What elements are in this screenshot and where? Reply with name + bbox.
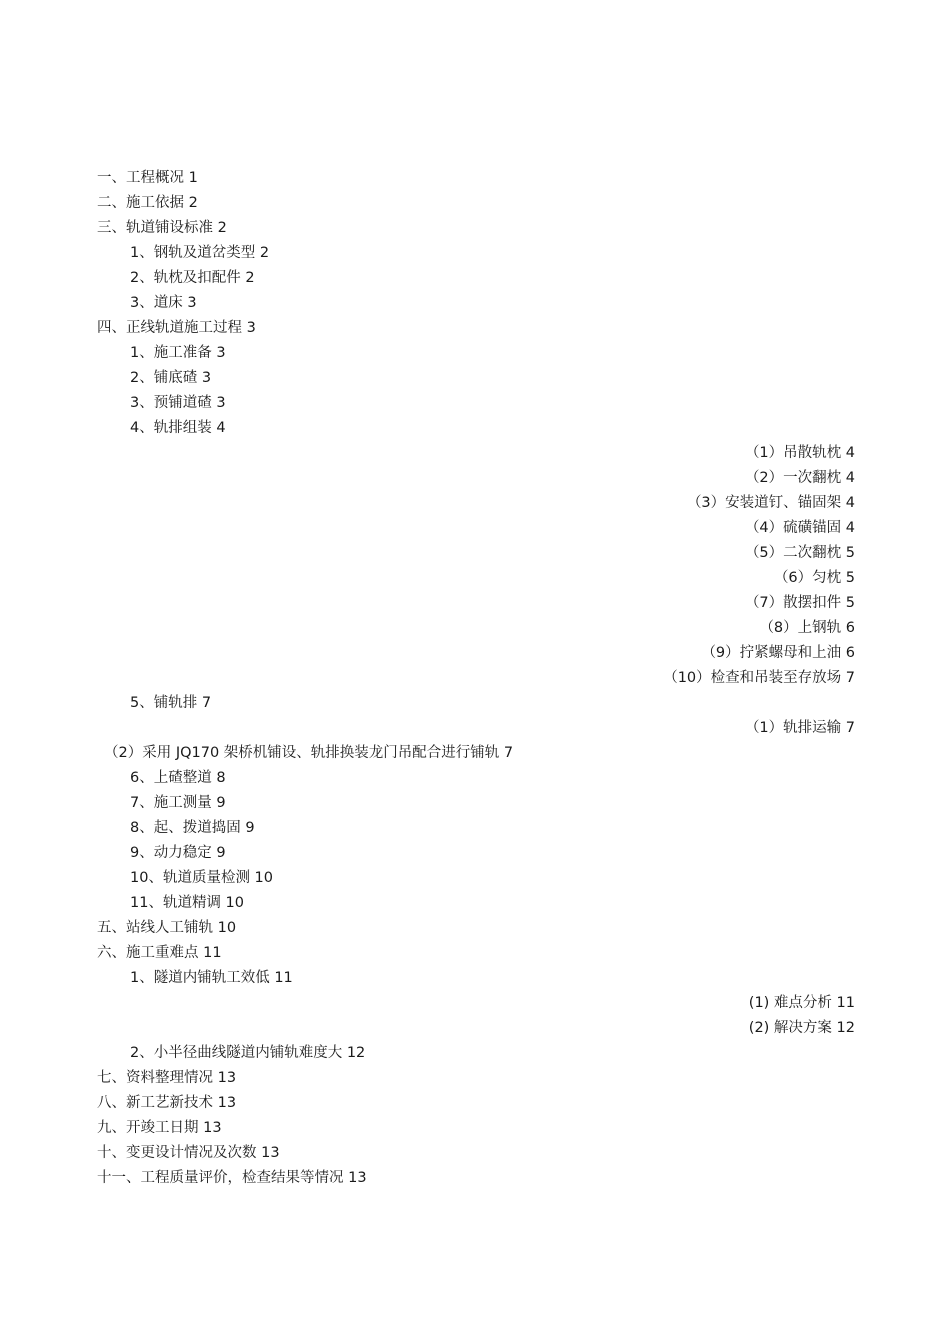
toc-entry[interactable] bbox=[0, 416, 950, 441]
toc-entry-text: （4）硫磺锚固 4 bbox=[744, 520, 855, 536]
toc-entry[interactable] bbox=[0, 366, 950, 391]
toc-entry-text: 十一、工程质量评价，检查结果等情况 13 bbox=[97, 1170, 367, 1186]
toc-entry-text: 6、上碴整道 8 bbox=[130, 770, 226, 786]
toc-entry-text: （10）检查和吊装至存放场 7 bbox=[663, 670, 855, 686]
toc-entry-text: 七、资料整理情况 13 bbox=[97, 1070, 237, 1086]
toc-entry-text: 2、小半径曲线隧道内铺轨难度大 12 bbox=[130, 1045, 366, 1061]
toc-entry-text: 4、轨排组装 4 bbox=[130, 420, 226, 436]
toc-entry[interactable] bbox=[0, 741, 950, 766]
toc-entry[interactable] bbox=[0, 191, 950, 216]
toc-entry[interactable] bbox=[0, 791, 950, 816]
toc-entry-text: 十、变更设计情况及次数 13 bbox=[97, 1145, 280, 1161]
toc-entry-text: （5）二次翻枕 5 bbox=[744, 545, 855, 561]
toc-entry[interactable] bbox=[0, 666, 950, 691]
toc-entry[interactable] bbox=[0, 516, 950, 541]
toc-entry[interactable] bbox=[0, 291, 950, 316]
toc-entry-text: 五、站线人工铺轨 10 bbox=[97, 920, 237, 936]
toc-entry-text: 5、铺轨排 7 bbox=[130, 695, 212, 711]
table-of-contents bbox=[0, 166, 950, 1191]
toc-entry[interactable] bbox=[0, 541, 950, 566]
toc-entry[interactable] bbox=[0, 266, 950, 291]
toc-entry[interactable] bbox=[0, 716, 950, 741]
toc-entry-text: （1）轨排运输 7 bbox=[744, 720, 855, 736]
toc-entry[interactable] bbox=[0, 441, 950, 466]
toc-entry[interactable] bbox=[0, 1116, 950, 1141]
toc-entry[interactable] bbox=[0, 1141, 950, 1166]
toc-entry[interactable] bbox=[0, 866, 950, 891]
toc-entry[interactable] bbox=[0, 941, 950, 966]
toc-entry-text: 八、新工艺新技术 13 bbox=[97, 1095, 237, 1111]
toc-entry-text: 1、钢轨及道岔类型 2 bbox=[130, 245, 270, 261]
toc-entry[interactable] bbox=[0, 891, 950, 916]
toc-entry-text: 7、施工测量 9 bbox=[130, 795, 226, 811]
toc-entry[interactable] bbox=[0, 1066, 950, 1091]
toc-entry-text: 10、轨道质量检测 10 bbox=[130, 870, 274, 886]
toc-entry-text: （2）采用 JQ170 架桥机铺设、轨排换装龙门吊配合进行铺轨 7 bbox=[104, 745, 514, 761]
toc-entry[interactable] bbox=[0, 491, 950, 516]
toc-entry[interactable] bbox=[0, 641, 950, 666]
toc-entry-text: 1、隧道内铺轨工效低 11 bbox=[130, 970, 293, 986]
toc-entry-text: (2) 解决方案 12 bbox=[748, 1020, 855, 1036]
toc-entry[interactable] bbox=[0, 1091, 950, 1116]
toc-entry[interactable] bbox=[0, 916, 950, 941]
toc-entry-text: 11、轨道精调 10 bbox=[130, 895, 245, 911]
toc-entry-text: （7）散摆扣件 5 bbox=[744, 595, 855, 611]
toc-entry[interactable] bbox=[0, 1166, 950, 1191]
toc-entry[interactable] bbox=[0, 816, 950, 841]
toc-entry-text: (1) 难点分析 11 bbox=[748, 995, 855, 1011]
toc-entry-text: 3、道床 3 bbox=[130, 295, 197, 311]
toc-entry[interactable] bbox=[0, 566, 950, 591]
toc-entry[interactable] bbox=[0, 966, 950, 991]
toc-entry-text: 六、施工重难点 11 bbox=[97, 945, 222, 961]
toc-entry[interactable] bbox=[0, 316, 950, 341]
toc-entry-text: （2）一次翻枕 4 bbox=[744, 470, 855, 486]
toc-entry-text: 3、预铺道碴 3 bbox=[130, 395, 226, 411]
toc-entry-text: 二、施工依据 2 bbox=[97, 195, 198, 211]
toc-entry[interactable] bbox=[0, 841, 950, 866]
toc-entry[interactable] bbox=[0, 391, 950, 416]
toc-entry-text: （9）拧紧螺母和上油 6 bbox=[701, 645, 855, 661]
toc-entry-text: 九、开竣工日期 13 bbox=[97, 1120, 222, 1136]
toc-entry-text: 2、轨枕及扣配件 2 bbox=[130, 270, 255, 286]
toc-entry-text: （6）匀枕 5 bbox=[773, 570, 855, 586]
toc-entry[interactable] bbox=[0, 691, 950, 716]
toc-entry[interactable] bbox=[0, 166, 950, 191]
toc-entry-text: 四、正线轨道施工过程 3 bbox=[97, 320, 256, 336]
toc-entry-text: （1）吊散轨枕 4 bbox=[744, 445, 855, 461]
toc-entry-text: 三、轨道铺设标准 2 bbox=[97, 220, 227, 236]
toc-entry-text: （3）安装道钉、锚固架 4 bbox=[686, 495, 855, 511]
toc-entry[interactable] bbox=[0, 341, 950, 366]
toc-entry[interactable] bbox=[0, 466, 950, 491]
toc-entry[interactable] bbox=[0, 616, 950, 641]
toc-entry[interactable] bbox=[0, 766, 950, 791]
toc-entry[interactable] bbox=[0, 591, 950, 616]
toc-entry[interactable] bbox=[0, 991, 950, 1016]
toc-entry-text: （8）上钢轨 6 bbox=[759, 620, 855, 636]
toc-entry-text: 9、动力稳定 9 bbox=[130, 845, 226, 861]
toc-entry-text: 8、起、拨道捣固 9 bbox=[130, 820, 255, 836]
toc-entry-text: 1、施工准备 3 bbox=[130, 345, 226, 361]
toc-entry-text: 2、铺底碴 3 bbox=[130, 370, 212, 386]
toc-entry[interactable] bbox=[0, 1016, 950, 1041]
toc-entry[interactable] bbox=[0, 241, 950, 266]
toc-entry[interactable] bbox=[0, 1041, 950, 1066]
toc-entry[interactable] bbox=[0, 216, 950, 241]
toc-entry-text: 一、工程概况 1 bbox=[97, 170, 198, 186]
